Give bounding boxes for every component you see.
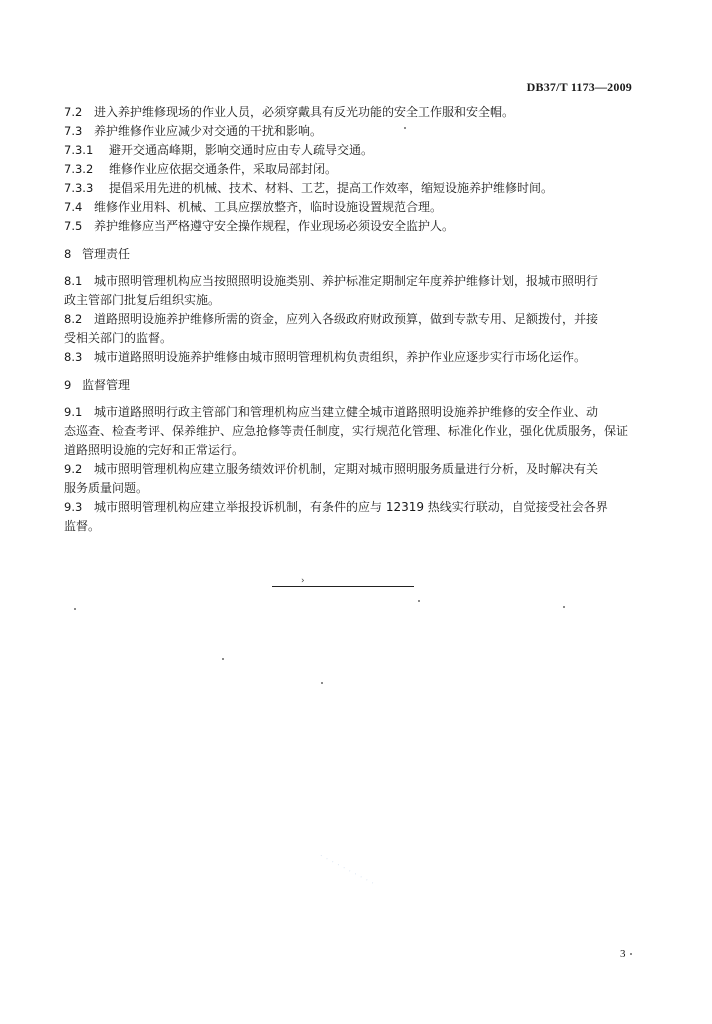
clauses-8 [64,272,634,367]
clause-8-1 [64,272,634,310]
page-number: 3 [620,948,626,960]
clause-text: 维修作业用料、机械、工具应摆放整齐，临时设施设置规范合理。 [94,200,443,214]
clause-number: 7.2 [64,105,83,119]
scan-speck [74,608,76,610]
scan-speck [404,127,406,129]
scan-speck [222,658,224,660]
clause-text-first: 城市照明管理机构应建立举报投诉机制，有条件的应与 12319 热线实行联动，自觉接受社会各界 [94,500,608,514]
clause-text: 进入养护维修现场的作业人员，必须穿戴具有反光功能的安全工作服和安全帽。 [94,105,515,119]
standard-code: DB37/T 1173—2009 [526,80,632,94]
clause-9-3 [64,498,634,536]
section-heading-8 [64,245,634,264]
scan-speck [630,953,632,955]
scan-speck [321,682,323,684]
clause-7-3-1 [64,141,634,160]
clause-8-3 [64,348,634,367]
clause-number: 9.2 [64,462,83,476]
clause-7-3-3 [64,179,634,198]
section-number: 9 [64,378,72,392]
clause-number: 8.3 [64,350,83,364]
clause-7-5 [64,217,634,236]
clause-number: 7.3.2 [64,162,94,176]
clause-number: 9.1 [64,405,83,419]
clause-7-3-2 [64,160,634,179]
clause-number: 8.2 [64,312,83,326]
end-mark: › [301,576,305,586]
clause-text-rest: 态巡查、检查考评、保养维护、应急抢修等责任制度，实行规范化管理、标准化作业，强化优质服务，保证道路照明设施的完好和正常运行。 [64,424,629,457]
faint-watermark: · · · · · · · · · · [318,852,377,888]
end-of-text-rule [272,586,414,587]
clause-text-rest: 监督。 [64,519,101,533]
clause-text-first: 城市道路照明设施养护维修由城市照明管理机构负责组织，养护作业应逐步实行市场化运作。 [94,350,587,364]
scan-speck [563,606,565,608]
section-title: 监督管理 [82,378,131,392]
clause-number: 9.3 [64,500,83,514]
clause-text-first: 城市照明管理机构应当按照照明设施类别、养护标准定期制定年度养护维修计划，报城市照明行 [94,274,599,288]
clause-7-3 [64,122,634,141]
clause-7-4 [64,198,634,217]
clause-9-2 [64,460,634,498]
document-body [64,103,634,536]
clause-number: 8.1 [64,274,83,288]
clause-text-rest: 政主管部门批复后组织实施。 [64,293,221,307]
clause-8-2 [64,310,634,348]
clauses-7 [64,103,634,236]
clause-text-first: 城市道路照明行政主管部门和管理机构应当建立健全城市道路照明设施养护维修的安全作业、动 [94,405,599,419]
clause-text: 避开交通高峰期，影响交通时应由专人疏导交通。 [109,143,374,157]
clause-text: 维修作业应依据交通条件，采取局部封闭。 [109,162,338,176]
clause-7-2 [64,103,634,122]
clause-number: 7.5 [64,219,83,233]
clause-text-rest: 服务质量问题。 [64,481,149,495]
section-title: 管理责任 [82,247,131,261]
section-heading-9 [64,376,634,395]
clause-number: 7.4 [64,200,83,214]
clause-number: 7.3.1 [64,143,94,157]
clause-text-first: 城市照明管理机构应建立服务绩效评价机制，定期对城市照明服务质量进行分析，及时解决有关 [94,462,599,476]
scan-speck [418,600,420,602]
clause-text: 养护维修作业应减少对交通的干扰和影响。 [94,124,323,138]
clause-text: 提倡采用先进的机械、技术、材料、工艺，提高工作效率，缩短设施养护维修时间。 [109,181,554,195]
clauses-9 [64,403,634,536]
clause-9-1 [64,403,634,460]
clause-number: 7.3 [64,124,83,138]
section-number: 8 [64,247,72,261]
clause-text-first: 道路照明设施养护维修所需的资金，应列入各级政府财政预算，做到专款专用、足额拨付，并接 [94,312,599,326]
clause-text-rest: 受相关部门的监督。 [64,331,173,345]
clause-text: 养护维修应当严格遵守安全操作规程，作业现场必须设安全监护人。 [94,219,455,233]
clause-number: 7.3.3 [64,181,94,195]
